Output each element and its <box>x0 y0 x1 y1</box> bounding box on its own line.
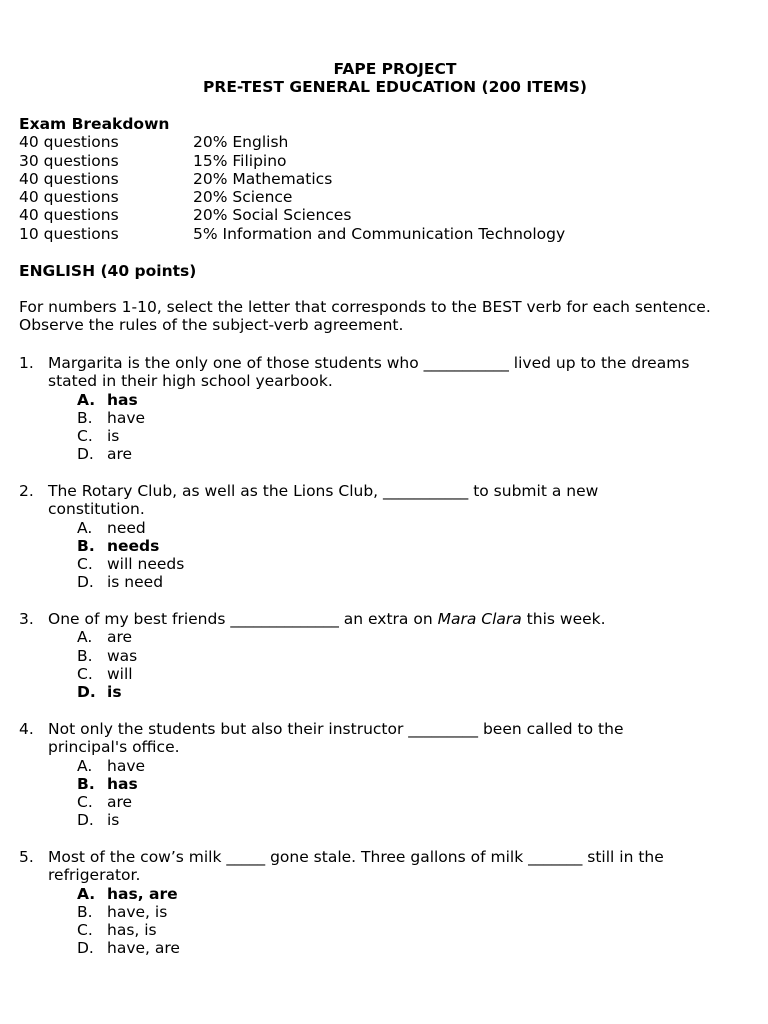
choice-c <box>77 665 768 683</box>
question-line <box>19 720 768 738</box>
choice-text: is <box>107 427 120 446</box>
question-line <box>19 354 768 372</box>
choice-list <box>19 391 768 464</box>
question-text-continued: refrigerator. <box>48 866 141 885</box>
choice-text: has <box>107 390 138 409</box>
breakdown-questions: 40 questions <box>19 133 119 152</box>
choice-text: have <box>107 408 146 427</box>
question-number: 2. <box>19 482 34 500</box>
question-line <box>19 482 768 500</box>
question-text: The Rotary Club, as well as the Lions Club, ___________ to submit a new <box>48 482 599 500</box>
question-5 <box>19 848 768 958</box>
choice-text: has <box>107 774 138 793</box>
choice-a <box>77 885 768 903</box>
choice-letter: D. <box>77 445 94 464</box>
choice-text: is need <box>107 573 164 592</box>
choice-letter: B. <box>77 774 95 793</box>
choice-list <box>19 757 768 830</box>
choice-d <box>77 939 768 957</box>
breakdown-subject: 5% Information and Communication Technology <box>193 224 566 243</box>
choice-text: are <box>107 793 133 812</box>
choice-list <box>19 628 768 701</box>
choice-text: have <box>107 756 146 775</box>
choice-letter: C. <box>77 921 93 940</box>
choice-a <box>77 628 768 646</box>
question-3 <box>19 610 768 701</box>
question-text-continued: stated in their high school yearbook. <box>48 372 333 391</box>
breakdown-subject: 15% Filipino <box>193 151 287 170</box>
question-text-continued: principal's office. <box>48 738 180 757</box>
choice-c <box>77 921 768 939</box>
choice-b <box>77 647 768 665</box>
question-line <box>19 848 768 866</box>
choice-letter: A. <box>77 628 93 647</box>
breakdown-row <box>19 152 768 170</box>
choice-d <box>77 683 768 701</box>
question-line <box>19 610 768 628</box>
question-4 <box>19 720 768 830</box>
breakdown-row <box>19 188 768 206</box>
breakdown-row <box>19 170 768 188</box>
breakdown-row <box>19 133 768 151</box>
choice-text: are <box>107 628 133 647</box>
choice-text: has, is <box>107 921 157 940</box>
choice-text: will <box>107 664 133 683</box>
choice-text: is <box>107 811 120 830</box>
question-1 <box>19 354 768 464</box>
question-text: Margarita is the only one of those students who ___________ lived up to the dreams <box>48 354 690 372</box>
choice-a <box>77 757 768 775</box>
choice-list <box>19 519 768 592</box>
question-2 <box>19 482 768 592</box>
breakdown-row <box>19 225 768 243</box>
document-title: FAPE PROJECT <box>333 60 457 78</box>
section-title: ENGLISH (40 points) <box>19 262 197 280</box>
choice-letter: A. <box>77 884 96 903</box>
choice-letter: A. <box>77 390 96 409</box>
breakdown-heading: Exam Breakdown <box>19 115 170 133</box>
exam-breakdown <box>19 115 768 243</box>
breakdown-subject: 20% Mathematics <box>193 169 333 188</box>
choice-text: have, are <box>107 939 180 958</box>
choice-b <box>77 903 768 921</box>
breakdown-subject: 20% Social Sciences <box>193 206 352 225</box>
choice-b <box>77 409 768 427</box>
question-number: 3. <box>19 610 34 628</box>
choice-b <box>77 537 768 555</box>
choice-letter: B. <box>77 408 93 427</box>
choice-letter: C. <box>77 664 93 683</box>
question-number: 5. <box>19 848 34 866</box>
choice-letter: C. <box>77 427 93 446</box>
question-text-continued: constitution. <box>48 500 145 519</box>
choice-list <box>19 885 768 958</box>
breakdown-row <box>19 206 768 224</box>
choice-text: was <box>107 646 138 665</box>
question-number: 4. <box>19 720 34 738</box>
choice-text: needs <box>107 536 160 555</box>
breakdown-questions: 40 questions <box>19 169 119 188</box>
question-text-start: One of my best friends ______________ an extra on <box>48 610 438 628</box>
choice-a <box>77 519 768 537</box>
choice-letter: C. <box>77 555 93 574</box>
choice-letter: D. <box>77 811 94 830</box>
choice-d <box>77 445 768 463</box>
choice-text: has, are <box>107 884 178 903</box>
question-text: Most of the cow’s milk _____ gone stale. Three gallons of milk _______ still in the <box>48 848 664 866</box>
choice-text: have, is <box>107 902 168 921</box>
choice-d <box>77 573 768 591</box>
breakdown-questions: 40 questions <box>19 206 119 225</box>
question-number: 1. <box>19 354 34 372</box>
choice-text: need <box>107 518 146 537</box>
choice-letter: A. <box>77 756 93 775</box>
choice-d <box>77 811 768 829</box>
breakdown-subject: 20% Science <box>193 188 293 207</box>
choice-a <box>77 391 768 409</box>
choice-text: are <box>107 445 133 464</box>
choice-c <box>77 793 768 811</box>
choice-letter: B. <box>77 902 93 921</box>
document-subtitle: PRE-TEST GENERAL EDUCATION (200 ITEMS) <box>203 78 587 96</box>
question-text <box>48 610 606 628</box>
choice-text: will needs <box>107 555 185 574</box>
choice-letter: A. <box>77 518 93 537</box>
show-title: Mara Clara <box>437 610 522 628</box>
breakdown-questions: 40 questions <box>19 188 119 207</box>
question-text: Not only the students but also their instructor _________ been called to the <box>48 720 624 738</box>
breakdown-questions: 30 questions <box>19 151 119 170</box>
breakdown-subject: 20% English <box>193 133 289 152</box>
choice-letter: B. <box>77 646 93 665</box>
choice-c <box>77 555 768 573</box>
breakdown-questions: 10 questions <box>19 224 119 243</box>
choice-letter: C. <box>77 793 93 812</box>
choice-letter: B. <box>77 536 95 555</box>
question-text-end: this week. <box>521 610 606 628</box>
choice-letter: D. <box>77 683 96 702</box>
section-instructions: For numbers 1-10, select the letter that corresponds to the BEST verb for each sentence. Observe the rules of the subject-verb agreement. <box>19 298 711 335</box>
choice-text: is <box>107 683 122 702</box>
choice-letter: D. <box>77 939 94 958</box>
choice-c <box>77 427 768 445</box>
choice-letter: D. <box>77 573 94 592</box>
choice-b <box>77 775 768 793</box>
